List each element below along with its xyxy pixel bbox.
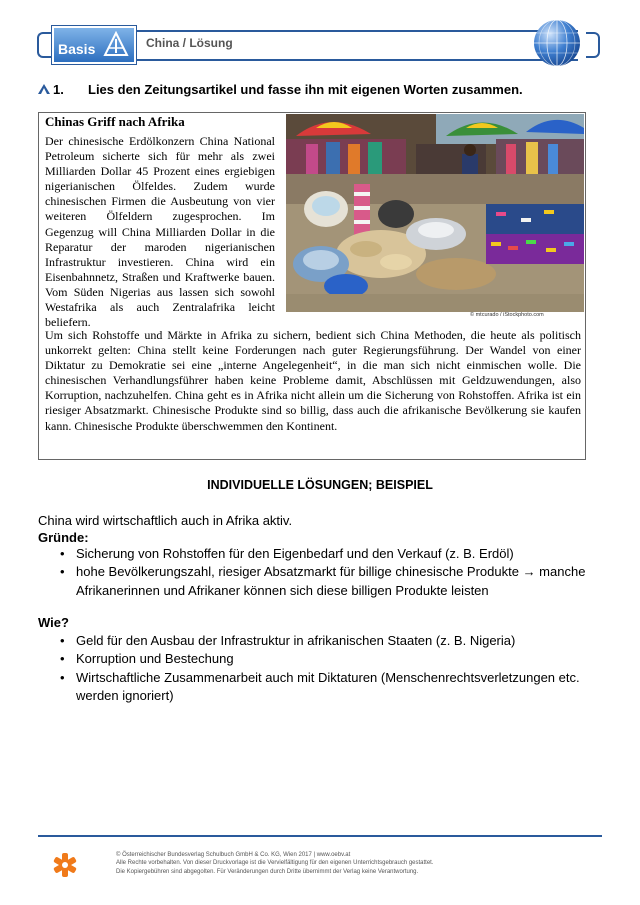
footer-line-2: Alle Rechte vorbehalten. Von dieser Druckvorlage ist die Vervielfältigung für den eigenen Unterrichtsgebrauch gestattet. (116, 860, 434, 867)
list-item: • Sicherung von Rohstoffen für den Eigenbedarf und den Verkauf (z. B. Erdöl) (56, 545, 596, 563)
list-item: • Wirtschaftliche Zusammenarbeit auch mit Diktaturen (Menschenrechtsverletzungen etc. werden ignoriert) (56, 669, 596, 706)
basis-logo (52, 26, 136, 64)
footer-line-3: Die Kopiergebühren sind abgegolten. Für Veränderungen durch Dritte übernimmt der Verlag keine Verantwortung. (116, 868, 419, 875)
footer-divider (38, 835, 602, 837)
list-item: • hohe Bevölkerungszahl, riesiger Absatzmarkt für billige chinesische Produkte → manche Afrikanerinnen und Afrikaner können sich diese billigen Produkte leisten (56, 563, 596, 600)
article-title: Chinas Griff nach Afrika (45, 114, 185, 129)
solution-intro: China wird wirtschaftlich auch in Afrika aktiv. (38, 513, 293, 528)
basis-logo-label: Basis (58, 41, 96, 57)
header-bracket-right (586, 32, 600, 58)
footer-copyright (116, 851, 434, 876)
footer-line-1: © Österreichischer Bundesverlag Schulbuch GmbH & Co. KG, Wien 2017 | www.oebv.at (116, 852, 351, 858)
solution-heading: INDIVIDUELLE LÖSUNGEN; BEISPIEL (207, 478, 433, 492)
globe-icon (532, 18, 582, 68)
publisher-logo-icon (52, 852, 78, 878)
how-list (56, 632, 596, 705)
market-photo (286, 114, 584, 312)
page-title: China / Lösung (146, 36, 233, 50)
task-instruction: Lies den Zeitungsartikel und fasse ihn mit eigenen Worten zusammen. (88, 82, 523, 97)
reasons-label: Gründe: (38, 530, 89, 545)
triangle-icon (103, 31, 129, 57)
how-label: Wie? (38, 615, 69, 630)
list-item: • Geld für den Ausbau der Infrastruktur in afrikanischen Staaten (z. B. Nigeria) (56, 632, 596, 650)
header-bracket-left (37, 32, 51, 58)
reasons-list (56, 545, 596, 600)
task-number: 1. (53, 82, 64, 97)
article-full-width-text: Um sich Rohstoffe und Märkte in Afrika zu sichern, bedient sich China Methoden, die heute als politisch unkorrekt gelten: China stellt keine Forderungen nach guter Regierungsführung. Der Wandel von einer Diktatur zu Demokratie sei eine „interne Angelegenheit“, in die man sich nicht einmischen wolle. Die chinesischen Verhandlungsführer haben keine Probleme damit, Abschlüssen mit Geldzuwendungen, also Korruption, nachzuhelfen. China geht es in Afrika nicht allein um die Sicherung von Rohstoffen. Afrika ist ein riesiger Absatzmarkt. Chinesische Produkte sind so billig, dass auch die afrikanische Bevölkerung sie kaufen kann. Chinesische Produkte überschwemmen den Kontinent. (45, 328, 581, 433)
difficulty-triangle-icon (37, 83, 51, 95)
list-item: • Korruption und Bestechung (56, 650, 596, 668)
photo-credit: © mtcurado / iStockphoto.com (470, 312, 544, 318)
article-column-text: Der chinesische Erdölkonzern China National Petroleum sicherte sich für mehr als zwei Milliarden Dollar 45 Prozent eines ergiebigen nigerianischen Ölfeldes. Zudem wurde chinesischen Firmen die Ausbeutung von vier weiteren Ölfeldern zugesprochen. Im Gegenzug will China Milliarden Dollar in die Reparatur der maroden nigerianischen Infrastruktur investieren. China wird ein Eisenbahnnetz, Straßen und Kraftwerke bauen. Vom Süden Nigerias aus lassen sich sowohl Westafrika als auch Zentralafrika leicht beliefern. (45, 134, 275, 330)
